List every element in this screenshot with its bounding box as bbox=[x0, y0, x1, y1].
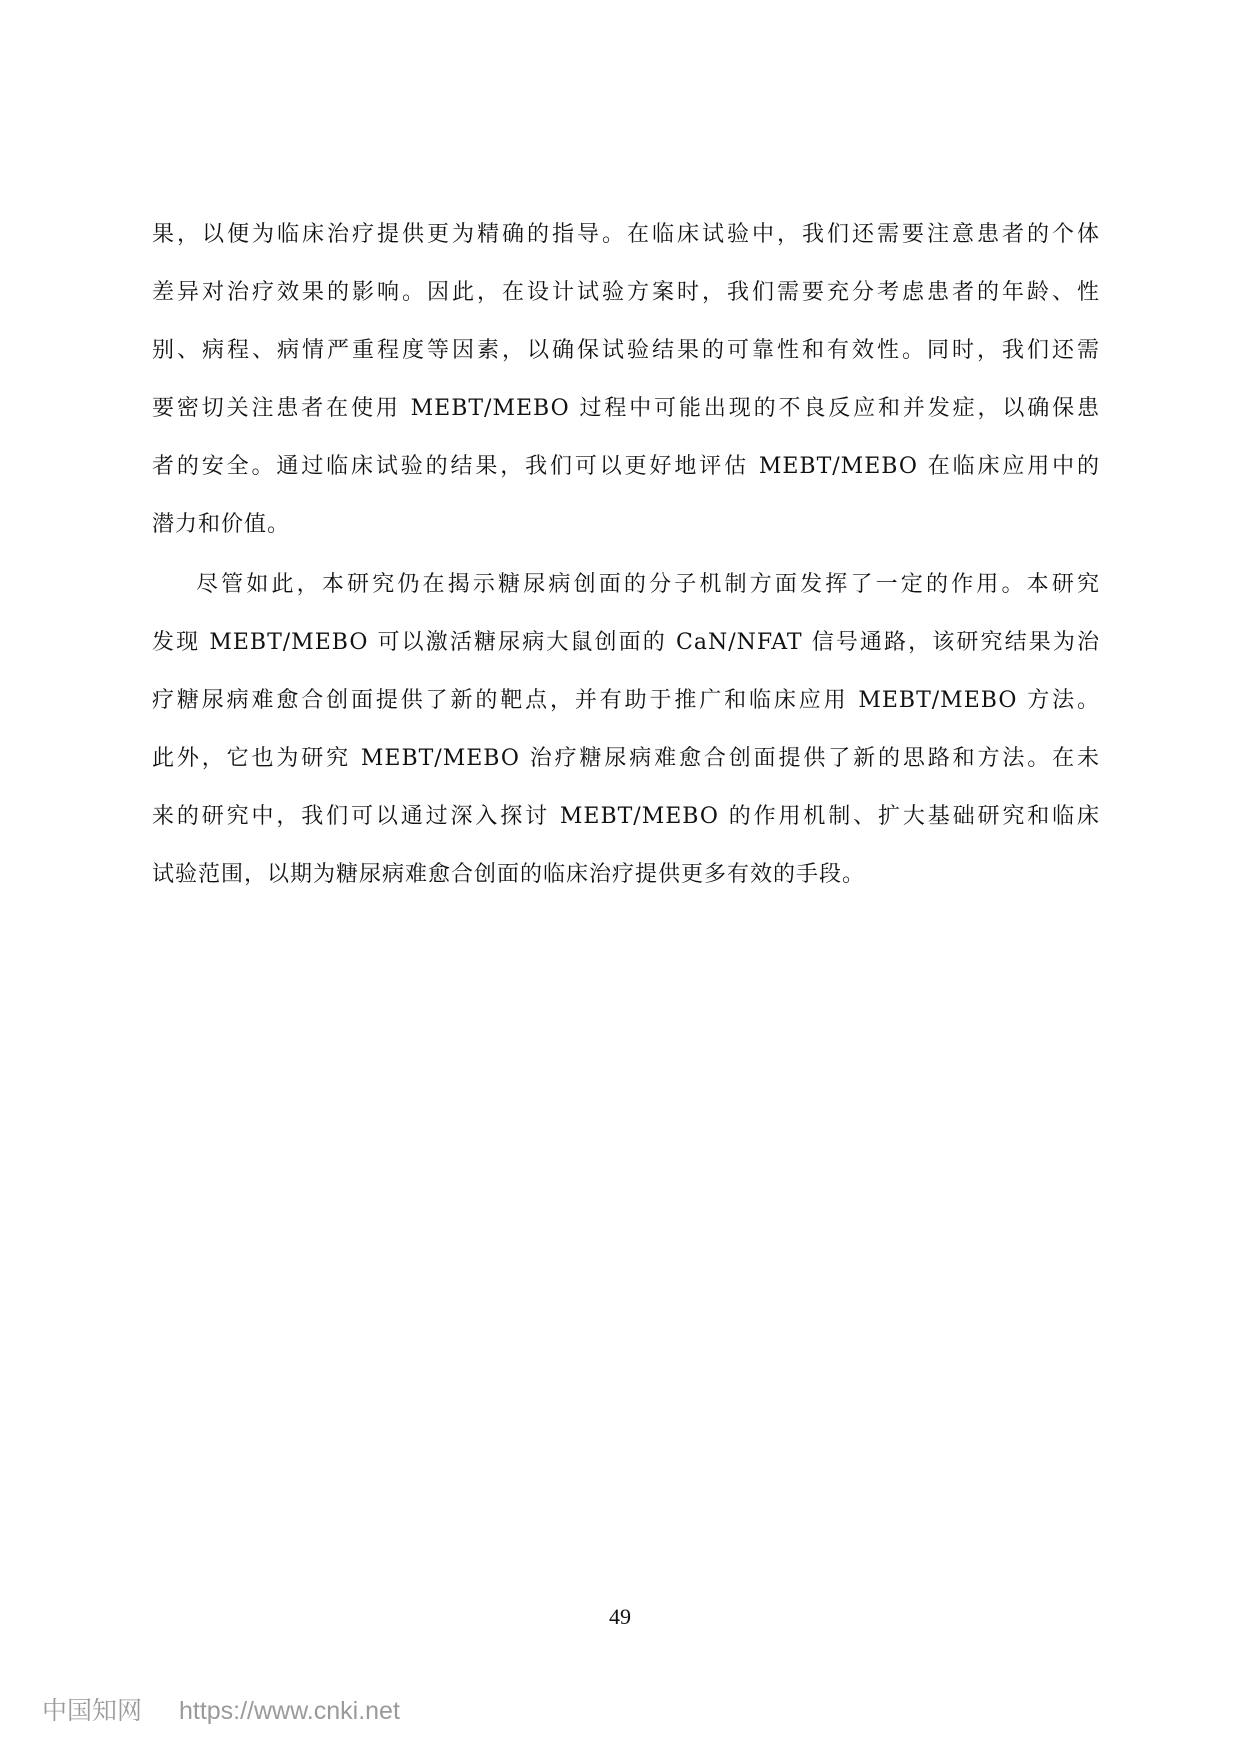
text-line: 潜力和价值。 bbox=[152, 512, 291, 537]
text-line: 者的安全。通过临床试验的结果，我们可以更好地评估 MEBT/MEBO 在临床应用中的 bbox=[152, 454, 1100, 479]
text-line: 来的研究中，我们可以通过深入探讨 MEBT/MEBO 的作用机制、扩大基础研究和临床 bbox=[152, 804, 1100, 829]
paragraph-1 bbox=[152, 206, 1100, 554]
text-line: 别、病程、病情严重程度等因素，以确保试验结果的可靠性和有效性。同时，我们还需 bbox=[152, 338, 1100, 363]
text-line: 要密切关注患者在使用 MEBT/MEBO 过程中可能出现的不良反应和并发症，以确保患 bbox=[152, 396, 1100, 421]
text-line: 果，以便为临床治疗提供更为精确的指导。在临床试验中，我们还需要注意患者的个体 bbox=[152, 222, 1100, 247]
watermark-name: 中国知网 bbox=[42, 1697, 143, 1725]
cnki-watermark bbox=[42, 1691, 400, 1727]
body-text bbox=[152, 206, 1100, 904]
text-line: 差异对治疗效果的影响。因此，在设计试验方案时，我们需要充分考虑患者的年龄、性 bbox=[152, 280, 1100, 305]
text-line: 疗糖尿病难愈合创面提供了新的靶点，并有助于推广和临床应用 MEBT/MEBO 方法。 bbox=[152, 688, 1100, 713]
text-line: 尽管如此，本研究仍在揭示糖尿病创面的分子机制方面发挥了一定的作用。本研究 bbox=[196, 572, 1100, 597]
text-line: 发现 MEBT/MEBO 可以激活糖尿病大鼠创面的 CaN/NFAT 信号通路，该研究结果为治 bbox=[152, 630, 1100, 655]
watermark-url[interactable]: https://www.cnki.net bbox=[178, 1697, 400, 1725]
paragraph-2 bbox=[152, 556, 1100, 904]
text-line: 试验范围，以期为糖尿病难愈合创面的临床治疗提供更多有效的手段。 bbox=[152, 862, 866, 887]
text-line: 此外，它也为研究 MEBT/MEBO 治疗糖尿病难愈合创面提供了新的思路和方法。在未 bbox=[152, 746, 1100, 771]
page-number: 49 bbox=[609, 1604, 631, 1629]
